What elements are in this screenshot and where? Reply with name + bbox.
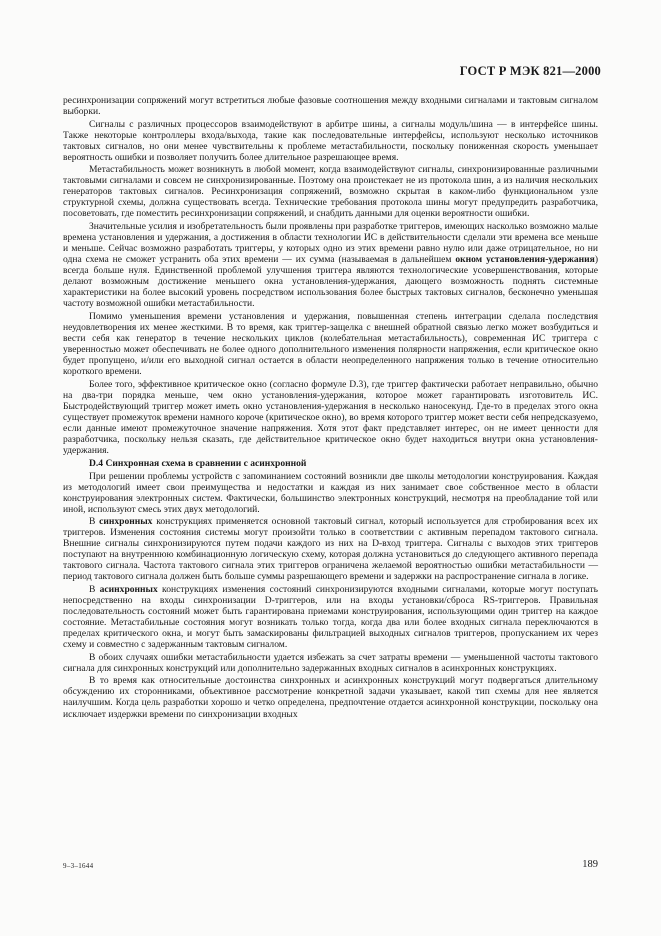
paragraph-8 bbox=[63, 516, 598, 582]
term-setup-hold-window: окном установления-удержания bbox=[455, 254, 595, 266]
paragraph-5: Помимо уменьшения времени установления и удержания, повышенная степень интеграции сделала последствия неудовлетворения их менее жесткими. В то время, как триггер-защелка с внешней обратной связью легко может возбудиться и вести себя как генератор в течение нескольких циклов (колебательная метастабильность), современная ИС триггера с уверенностью может обеспечивать не более одного дополнительного изменения полярности напряжения, если критическое окно будет пропущено, и/или его выходной сигнал остается в области неопределенного напряжения только в течение относительно короткого времени. bbox=[63, 310, 598, 378]
page-number: 189 bbox=[582, 859, 598, 870]
paragraph-9-pre: В bbox=[89, 584, 100, 596]
paragraph-8-pre: В bbox=[89, 516, 100, 528]
paragraph-9 bbox=[63, 584, 598, 650]
paragraph-4 bbox=[63, 221, 598, 309]
paragraph-8-text: конструкциях применяется основной тактовый сигнал, который используется для стробирования всех их триггеров. Изменения состояния системы могут произойти только в соответствии с активным перепадом тактового сигнала. Внешние сигналы синхронизируются путем подачи каждого из них на D-вход триггера. Сигналы с выходов этих триггеров поступают на внутреннюю комбинационную логическую схему, которая должна установиться до следующего активного перепада тактового сигнала. Частота тактового сигнала этих триггеров ограничена желаемой вероятностью ошибки метастабильности — период тактового сигнала должен быть больше суммы разрешающего времени и задержки на распространение сигнала в логике. bbox=[63, 516, 598, 583]
paragraph-6: Более того, эффективное критическое окно (согласно формуле D.3), где триггер фактически работает неправильно, обычно на два-три порядка меньше, чем окно установления-удержания, которое может гарантировать изготовитель ИС. Быстродействующий триггер может иметь окно установления-удержания в несколько наносекунд. Где-то в пределах этого окна существует промежуток времени намного короче (критическое окно), во время которого триггер может вести себя непредсказуемо, если данные имеют промежуточное значение напряжения. Хотя этот факт представляет интерес, он не имеет ценности для разработчика, поскольку нельзя сказать, где действительное критическое окно будет находиться внутри окна установления-удержания. bbox=[63, 378, 598, 456]
paragraph-2: Сигналы с различных процессоров взаимодействуют в арбитре шины, а сигналы модуль/шина — в интерфейсе шины. Также некоторые контроллеры входа/выхода, такие как последовательные интерфейсы, используют несколько источников тактовых сигналов, но они менее чувствительны к проблеме метастабильности, поскольку пониженная скорость уменьшает вероятность ошибки и позволяет получить более длительное разрешающее время. bbox=[63, 118, 598, 163]
paragraph-10: В обоих случаях ошибки метастабильности удается избежать за счет затраты времени — уменьшенной частоты тактового сигнала для синхронных конструкций или дополнительно задержанных входных сигналов в асинхронных конструкциях. bbox=[63, 651, 598, 674]
paragraph-4-text-b: ) всегда больше нуля. Единственной проблемой улучшения триггера являются технологические усовершенствования, которые делают возможным достижение меньшего окна установления-удержания, дающего возможность поднять системные характеристики на более высокий уровень посредством использования более быстрых тактовых сигналов, бесконечно уменьшая частоту возможной ошибки метастабильности. bbox=[63, 254, 599, 310]
page-body bbox=[63, 95, 598, 721]
term-asynchronous: асинхронных bbox=[99, 584, 158, 596]
paragraph-11: В то время как относительные достоинства синхронных и асинхронных конструкций могут подвергаться длительному обсуждению их сторонниками, объективное рассмотрение конкретной задачи указывает, какой тип схемы для нее является наилучшим. Когда цель разработки хорошо и четко определена, предпочтение отдается асинхронной конструкции, поскольку она исключает издержки времени по синхронизации входных bbox=[63, 675, 598, 720]
paragraph-3: Метастабильность может возникнуть в любой момент, когда взаимодействуют сигналы, синхронизированные различными тактовыми сигналами и совсем не синхронизированные. Поэтому она проистекает не из протокола шин, а из наличия нескольких генераторов тактовых сигналов. Ресинхронизация сопряжений, возможно скрытая в каком-либо функциональном узле структурной схемы, должна существовать всегда. Технические требования протокола шины могут предупредить разработчика, посоветовать, где поместить ресинхронизации сопряжений, и снабдить данными для оценки вероятности ошибки. bbox=[63, 164, 598, 220]
paragraph-4-text-a: Значительные усилия и изобретательность были проявлены при разработке триггеров, имеющих насколько возможно малые времена установления и удержания, а достижения в области технологии ИС в действительности сделали эти времена все меньше и меньше. Сейчас возможно разработать триггеры, у которых одно из этих времени равно нулю или даже отрицательное, но ни одна схема не сможет устранить оба этих времени — их сумма (называемая в дальнейшем bbox=[63, 221, 598, 266]
footer-code: 9–3–1644 bbox=[63, 862, 94, 870]
paragraph-9-text: конструкциях изменения состояний синхронизируются входными сигналами, которые могут поступать непосредственно на входы синхронизации D-триггеров, или на входы установки/сброса RS-триггеров. Правильная последовательность состояний может быть гарантирована приемами конструирования, использующими один триггер на каждое состояние. Метастабильные состояния могут возникать только тогда, когда два или более входных сигнала переключаются в пределах критического окна, и могут быть замаскированы фильтрацией выходных сигналов триггеров, пропусканием их через схему и совместно с задержанным тактовым сигналом. bbox=[63, 584, 598, 651]
term-synchronous: синхронных bbox=[99, 516, 153, 528]
section-heading-d4: D.4 Синхронная схема в сравнении с асинхронной bbox=[89, 458, 307, 469]
standard-header: ГОСТ Р МЭК 821—2000 bbox=[459, 64, 601, 78]
paragraph-7: При решении проблемы устройств с запоминанием состояний возникли две школы методологии конструирования. Каждая из методологий имеет свои преимущества и недостатки и каждая из них занимает свое собственное место в области конструирования электронных систем. Фактически, большинство электронных конструкций, несмотря на преобладание той или иной, используют смесь этих двух методологий. bbox=[63, 470, 598, 515]
paragraph-1: ресинхронизации сопряжений могут встретиться любые фазовые соотношения между входными сигналами и тактовым сигналом выборки. bbox=[63, 95, 598, 118]
